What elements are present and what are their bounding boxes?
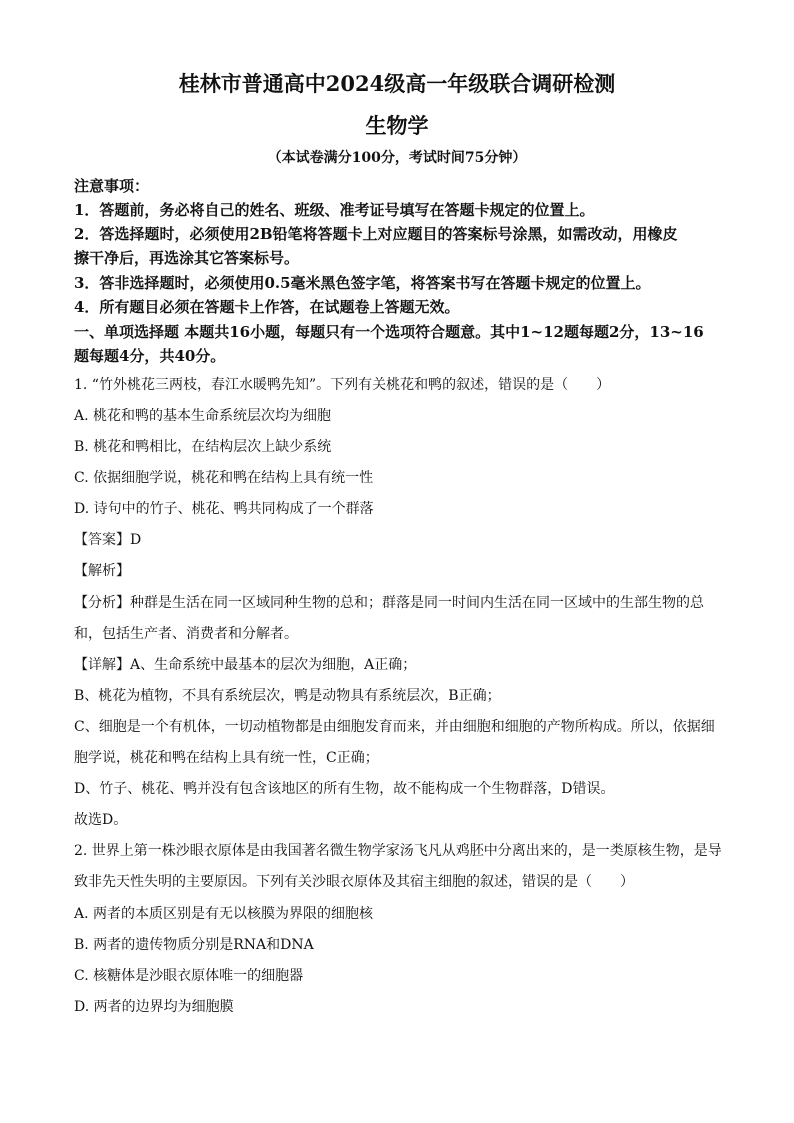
q2-stem: 2. 世界上第一株沙眼衣原体是由我国著名微生物学家汤飞凡从鸡胚中分离出来的，是一类原核生物，是导 bbox=[74, 843, 722, 859]
answer-label: 【答案】 bbox=[74, 532, 130, 548]
q1-fenxi-cont: 和，包括生产者、消费者和分解者。 bbox=[74, 626, 298, 642]
document-title: 桂林市普通高中2024级高一年级联合调研检测 bbox=[178, 71, 616, 96]
xiangjie-label: 【详解】 bbox=[74, 657, 130, 673]
q1-option-b: B. 桃花和鸭相比，在结构层次上缺少系统 bbox=[74, 439, 332, 455]
q1-conclusion: 故选D。 bbox=[74, 812, 128, 828]
fenxi-label: 【分析】 bbox=[74, 595, 130, 611]
q1-analysis-label: 【解析】 bbox=[74, 563, 130, 579]
xiangjie-a: A、生命系统中最基本的层次为细胞，A正确； bbox=[130, 657, 417, 673]
exam-info: （本试卷满分100分，考试时间75分钟） bbox=[267, 150, 527, 166]
q1-stem: 1. “竹外桃花三两枝，春江水暖鸭先知”。下列有关桃花和鸭的叙述，错误的是（ ） bbox=[74, 377, 611, 393]
q2-option-d: D. 两者的边界均为细胞膜 bbox=[74, 999, 234, 1015]
q2-option-c: C. 核糖体是沙眼衣原体唯一的细胞器 bbox=[74, 968, 304, 984]
note-item: 3．答非选择题时，必须使用0.5毫米黑色签字笔，将答案书写在答题卡规定的位置上。 bbox=[74, 274, 651, 292]
q2-option-a: A. 两者的本质区别是有无以核膜为界限的细胞核 bbox=[74, 906, 374, 922]
note-item: 2．答选择题时，必须使用2B铅笔将答题卡上对应题目的答案标号涂黑，如需改动，用橡皮 bbox=[74, 225, 678, 243]
q1-xiangjie-c: C、细胞是一个有机体，一切动植物都是由细胞发育而来，并由细胞和细胞的产物所构成。所以，依据细 bbox=[74, 719, 715, 735]
note-item: 1．答题前，务必将自己的姓名、班级、准考证号填写在答题卡规定的位置上。 bbox=[74, 201, 595, 219]
fenxi-text: 种群是生活在同一区域同种生物的总和；群落是同一时间内生活在同一区域中的生部生物的总 bbox=[130, 595, 704, 611]
notes-heading: 注意事项： bbox=[74, 177, 150, 195]
subject-title: 生物学 bbox=[365, 113, 429, 138]
q1-option-d: D. 诗句中的竹子、桃花、鸭共同构成了一个群落 bbox=[74, 501, 374, 517]
q2-stem-cont: 致非先天性失明的主要原因。下列有关沙眼衣原体及其宿主细胞的叙述，错误的是（ ） bbox=[74, 874, 634, 890]
q2-option-b: B. 两者的遗传物质分别是RNA和DNA bbox=[74, 937, 314, 953]
q1-xiangjie-c-cont: 胞学说，桃花和鸭在结构上具有统一性，C正确； bbox=[74, 750, 379, 766]
q1-option-c: C. 依据细胞学说，桃花和鸭在结构上具有统一性 bbox=[74, 470, 374, 486]
section-heading: 一、单项选择题 本题共16小题，每题只有一个选项符合题意。其中1~12题每题2分，13~16 bbox=[74, 323, 704, 341]
q1-xiangjie bbox=[74, 654, 724, 674]
note-item: 4．所有题目必须在答题卡上作答，在试题卷上答题无效。 bbox=[74, 298, 460, 316]
section-heading-cont: 题每题4分，共40分。 bbox=[74, 347, 226, 365]
q1-fenxi bbox=[74, 592, 724, 612]
q1-answer bbox=[74, 529, 724, 549]
answer-value: D bbox=[130, 532, 142, 548]
q1-xiangjie-b: B、桃花为植物，不具有系统层次，鸭是动物具有系统层次，B正确； bbox=[74, 688, 501, 704]
note-item: 擦干净后，再选涂其它答案标号。 bbox=[74, 249, 300, 267]
q1-xiangjie-d: D、竹子、桃花、鸭并没有包含该地区的所有生物，故不能构成一个生物群落，D错误。 bbox=[74, 781, 615, 797]
q1-option-a: A. 桃花和鸭的基本生命系统层次均为细胞 bbox=[74, 408, 332, 424]
